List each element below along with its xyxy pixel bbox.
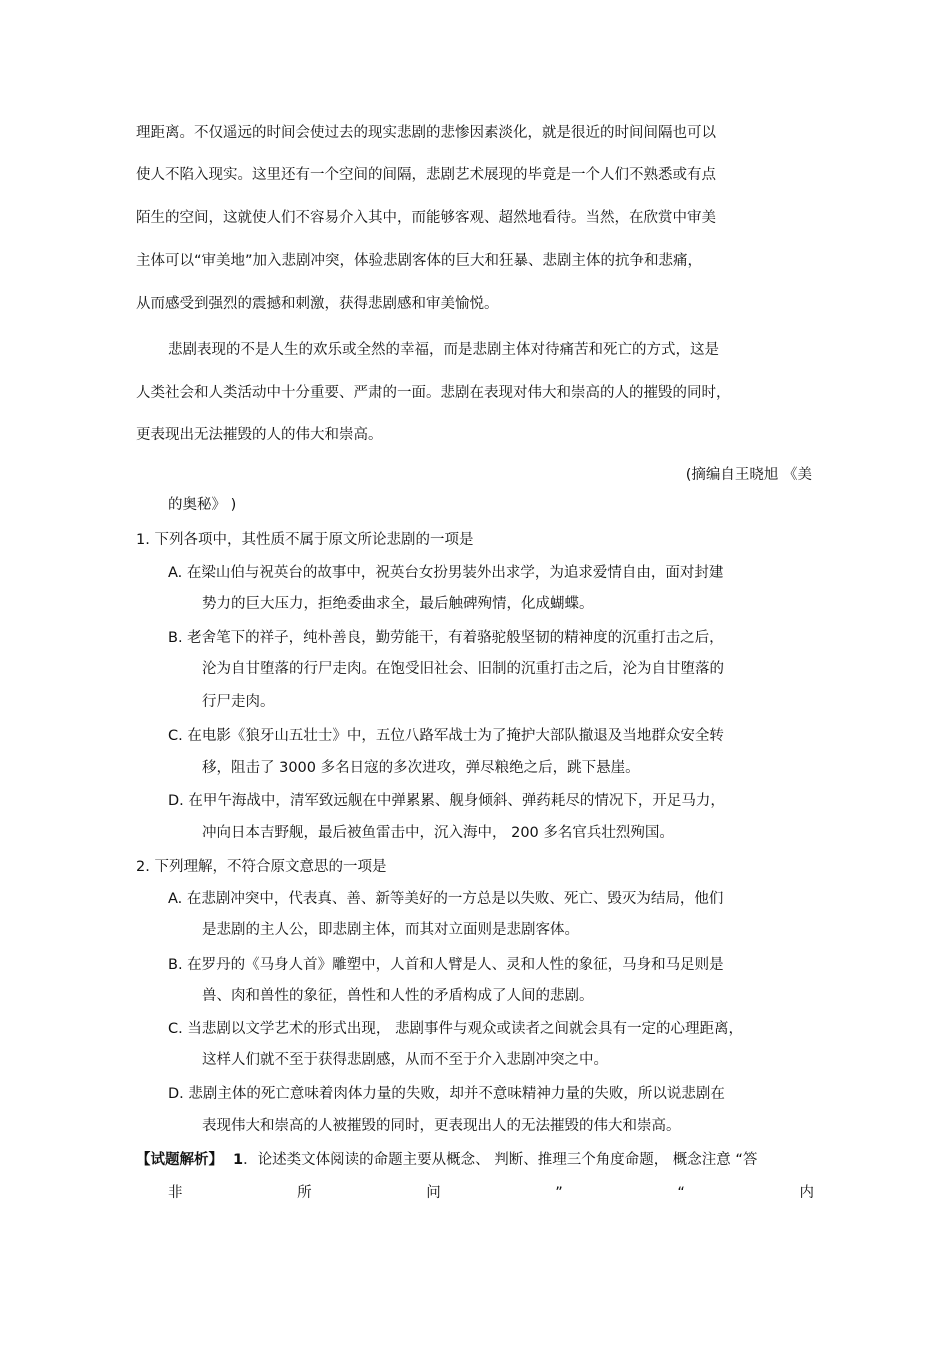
option-line: A. 在梁山伯与祝英台的故事中，祝英台女扮男装外出求学，为追求爱情自由，面对封建 <box>168 565 724 581</box>
text-line: 理距离。不仅遥远的时间会使过去的现实悲剧的悲惨因素淡化，就是很近的时间间隔也可以 <box>136 125 716 141</box>
option-line: 沦为自甘堕落的行尸走肉。在饱受旧社会、旧制的沉重打击之后，沦为自甘堕落的 <box>202 661 724 677</box>
text-line: 陌生的空间，这就使人们不容易介入其中，而能够客观、超然地看待。当然，在欣赏中审美 <box>136 210 716 226</box>
option-line: 是悲剧的主人公，即悲剧主体，而其对立面则是悲剧客体。 <box>202 922 579 938</box>
text-line: 从而感受到强烈的震撼和刺激，获得悲剧感和审美愉悦。 <box>136 296 499 312</box>
analysis-label: 【试题解析】 <box>136 1152 223 1168</box>
analysis-token: 内 <box>799 1185 814 1201</box>
text-line: 悲剧表现的不是人生的欢乐或全然的幸福，而是悲剧主体对待痛苦和死亡的方式，这是 <box>168 342 719 358</box>
option-line: C. 在电影《狼牙山五壮士》中，五位八路军战士为了掩护大部队撤退及当地群众安全转 <box>168 728 724 744</box>
analysis-number: 1 <box>233 1152 244 1168</box>
option-line: 表现伟大和崇高的人被摧毁的同时，更表现出人的无法摧毁的伟大和崇高。 <box>202 1118 681 1134</box>
analysis-token: ” <box>555 1185 563 1201</box>
text-line: 人类社会和人类活动中十分重要、严肃的一面。悲剧在表现对伟大和崇高的人的摧毁的同时， <box>136 385 731 401</box>
option-line: D. 在甲午海战中，清军致远舰在中弹累累、舰身倾斜、弹药耗尽的情况下，开足马力， <box>168 793 725 809</box>
option-line: A. 在悲剧冲突中，代表真、善、新等美好的一方总是以失败、死亡、毁灭为结局，他们 <box>168 891 724 907</box>
option-line: 冲向日本吉野舰，最后被鱼雷击中，沉入海中， 200 多名官兵壮烈殉国。 <box>202 825 674 841</box>
option-line: C. 当悲剧以文学艺术的形式出现， 悲剧事件与观众或读者之间就会具有一定的心理距离， <box>168 1021 743 1037</box>
analysis-token: “ <box>677 1185 685 1201</box>
source-line: 的奥秘》 ) <box>168 497 237 513</box>
option-line: 兽、肉和兽性的象征，兽性和人性的矛盾构成了人间的悲剧。 <box>202 988 594 1004</box>
option-line: 移，阻击了 3000 多名日寇的多次进攻，弹尽粮绝之后，跳下悬崖。 <box>202 760 640 776</box>
question-stem: 2. 下列理解，不符合原文意思的一项是 <box>136 859 387 875</box>
option-line: 这样人们就不至于获得悲剧感，从而不至于介入悲剧冲突之中。 <box>202 1052 608 1068</box>
analysis-text: ．论述类文体阅读的命题主要从概念、 判断、推理三个角度命题， 概念注意 “答 <box>243 1152 758 1168</box>
text-line: 主体可以“审美地”加入悲剧冲突，体验悲剧客体的巨大和狂暴、悲剧主体的抗争和悲痛， <box>136 253 703 269</box>
analysis-token: 所 <box>297 1185 312 1201</box>
text-line: 更表现出无法摧毁的人的伟大和崇高。 <box>136 427 383 443</box>
option-line: B. 老舍笔下的祥子，纯朴善良，勤劳能干，有着骆驼般坚韧的精神度的沉重打击之后， <box>168 630 724 646</box>
question-stem: 1. 下列各项中，其性质不属于原文所论悲剧的一项是 <box>136 532 474 548</box>
analysis-token: 非 <box>168 1185 183 1201</box>
option-line: B. 在罗丹的《马身人首》雕塑中，人首和人臂是人、灵和人性的象征，马身和马足则是 <box>168 957 724 973</box>
text-line: 使人不陷入现实。这里还有一个空间的间隔，悲剧艺术展现的毕竟是一个人们不熟悉或有点 <box>136 167 716 183</box>
analysis-line <box>136 1150 757 1170</box>
source-line: (摘编自王晓旭 《美 <box>685 467 812 483</box>
analysis-token: 问 <box>426 1185 441 1201</box>
option-line: 势力的巨大压力，拒绝委曲求全，最后触碑殉情，化成蝴蝶。 <box>202 596 594 612</box>
option-line: 行尸走肉。 <box>202 694 275 710</box>
analysis-spread-line <box>168 1183 814 1203</box>
option-line: D. 悲剧主体的死亡意味着肉体力量的失败，却并不意味精神力量的失败，所以说悲剧在 <box>168 1086 725 1102</box>
